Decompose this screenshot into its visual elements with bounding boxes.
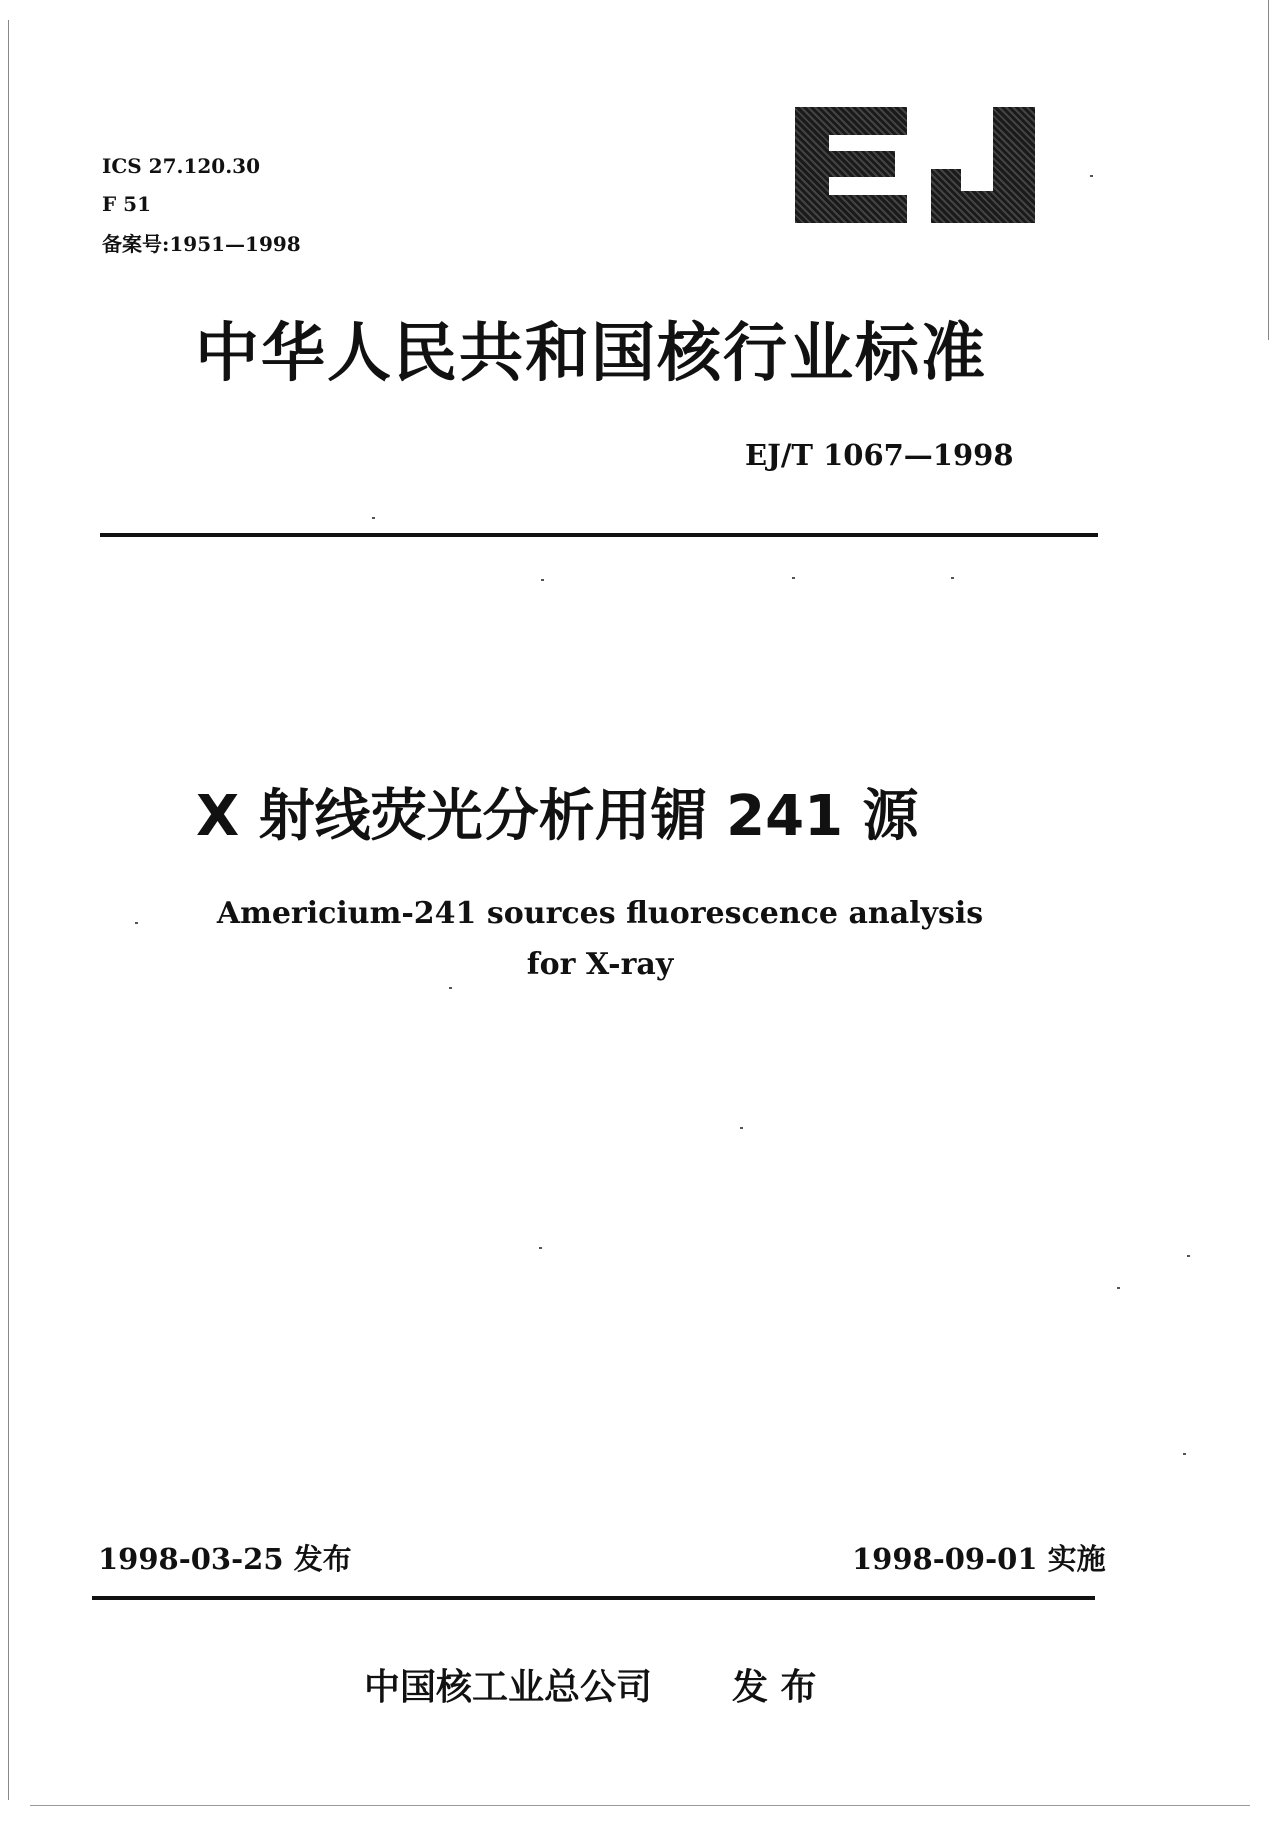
footer-divider (92, 1596, 1095, 1600)
scan-speck (372, 517, 375, 519)
issue-date: 1998-03-25 发布 (98, 1542, 352, 1576)
record-number: 备案号:1951—1998 (102, 232, 301, 256)
title-english-line-2: for X-ray (526, 947, 674, 982)
scan-speck (792, 577, 795, 579)
scan-speck (1117, 1287, 1120, 1289)
publish-label: 发 布 (732, 1667, 817, 1708)
logo-texture (795, 107, 1035, 223)
scan-speck (539, 1247, 542, 1249)
scan-speck (135, 922, 138, 924)
scan-speck (449, 987, 452, 989)
scan-edge-right (1268, 0, 1269, 340)
scan-speck (1090, 175, 1093, 177)
scan-edge-bottom (30, 1805, 1250, 1806)
publisher-name: 中国核工业总公司 (364, 1667, 653, 1708)
scan-speck (1187, 1255, 1190, 1257)
scan-speck (740, 1127, 743, 1129)
ics-code: ICS 27.120.30 (102, 154, 261, 178)
scan-speck (1183, 1453, 1186, 1455)
title-english-line-1: Americium-241 sources fluorescence analysis (216, 896, 984, 931)
scan-speck (541, 579, 544, 581)
standard-name: 中华人民共和国核行业标准 (195, 317, 987, 391)
header-divider (100, 533, 1098, 537)
ccs-code: F 51 (102, 192, 151, 216)
implementation-date: 1998-09-01 实施 (852, 1542, 1106, 1576)
scan-speck (951, 577, 954, 579)
title-chinese: X 射线荧光分析用镅 241 源 (196, 784, 919, 849)
standard-code: EJ/T 1067—1998 (745, 438, 1014, 472)
ej-logo (795, 107, 1047, 225)
